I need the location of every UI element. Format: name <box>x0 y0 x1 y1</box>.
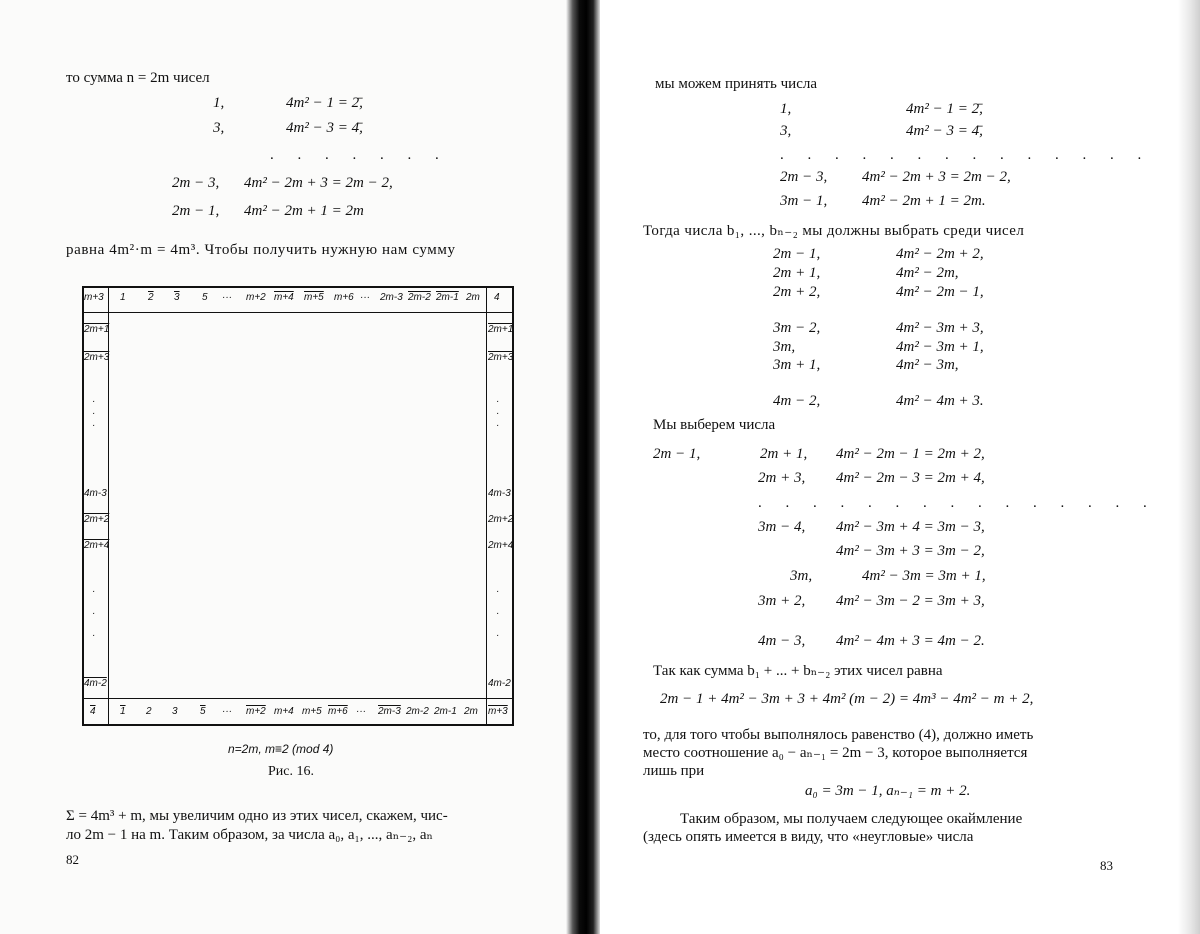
formula-cell: 2m + 2, <box>773 284 821 300</box>
left-col-label: 2m+3 <box>84 352 110 363</box>
cell-label: 2m-3 <box>378 706 401 717</box>
figure-caption: Рис. 16. <box>268 764 314 779</box>
formula-cell: 3m + 2, <box>758 593 806 609</box>
top-divider <box>82 312 514 313</box>
formula-cell: 2m − 1, <box>172 203 220 219</box>
cell-label: ··· <box>222 706 232 717</box>
corner-label: m+3 <box>84 292 104 303</box>
formula-cell: 4m − 2, <box>773 393 821 409</box>
formula-cell: 1, <box>780 101 792 117</box>
square-border <box>82 286 514 726</box>
right-col-label: · <box>496 408 500 419</box>
formula-cell: 3m + 1, <box>773 357 821 373</box>
formula-cell: 4m² − 2m + 1 = 2m <box>244 203 364 219</box>
cell-label: 2m-1 <box>436 292 459 303</box>
corner-label: m+3 <box>488 706 508 717</box>
cell-label: m+5 <box>302 706 322 717</box>
formula-cell: 4m² − 2m + 1 = 2m. <box>862 193 986 209</box>
text-line: Мы выберем числа <box>653 417 776 433</box>
formula-cell: 3m, <box>773 339 796 355</box>
right-col-label: 2m+4 <box>488 540 514 551</box>
formula-cell: 4m² − 4m + 3. <box>896 393 984 409</box>
cell-label: 3 <box>172 706 178 717</box>
right-col-label: · <box>496 396 500 407</box>
right-col-label: 2m+2 <box>488 514 514 525</box>
formula-cell: 2m − 1, <box>773 246 821 262</box>
page-edge-shadow <box>1178 0 1200 934</box>
cell-label: 3 <box>174 292 180 303</box>
left-col-label: · <box>92 420 96 431</box>
formula-cell: 4m² − 1 = 2̄, <box>906 101 983 117</box>
formula-cell: 4m² − 3 = 4̄, <box>286 120 363 136</box>
cell-label: 1 <box>120 292 126 303</box>
formula-cell: 4m² − 3m + 3, <box>896 320 984 336</box>
bottom-divider <box>82 698 514 699</box>
left-col-label: 4m-3 <box>84 488 107 499</box>
text-line: равна 4m²·m = 4m³. Чтобы получить нужную нам сумму <box>66 242 456 258</box>
formula-cell: 2m − 3, <box>780 169 828 185</box>
right-col-label: 4m-2 <box>488 678 511 689</box>
right-col-label: · <box>496 586 500 597</box>
formula-cell: 4m² − 3m − 2 = 3m + 3, <box>836 593 985 609</box>
formula-cell: 4m² − 2m − 3 = 2m + 4, <box>836 470 985 486</box>
right-divider <box>486 286 487 726</box>
left-col-label: 2m+2 <box>84 514 110 525</box>
left-col-label: 4m-2 <box>84 678 107 689</box>
page-left <box>0 0 580 934</box>
right-col-label: 2m+3 <box>488 352 514 363</box>
cell-label: 2m-2 <box>408 292 431 303</box>
text-line: мы можем принять числа <box>655 76 818 92</box>
cell-label: 2 <box>148 292 154 303</box>
formula-cell: 1, <box>213 95 225 111</box>
right-col-label: 4m-3 <box>488 488 511 499</box>
ellipsis-row: . . . . . . . <box>270 147 449 163</box>
formula-cell: 2m − 1, <box>653 446 701 462</box>
cell-label: 2m <box>464 706 478 717</box>
formula-cell: 4m² − 2m, <box>896 265 959 281</box>
figure-square <box>82 286 514 726</box>
formula-cell: 2m + 1, <box>760 446 808 462</box>
cell-label: m+4 <box>274 292 294 303</box>
left-col-label: · <box>92 630 96 641</box>
cell-label: 5 <box>200 706 206 717</box>
formula-cell: 4m − 3, <box>758 633 806 649</box>
formula-cell: 4m² − 3m, <box>896 357 959 373</box>
formula-cell: 3m, <box>790 568 813 584</box>
corner-label: 4 <box>494 292 500 303</box>
cell-label: m+5 <box>304 292 324 303</box>
cell-label: ··· <box>356 706 366 717</box>
left-col-label: 2m+1 <box>84 324 110 335</box>
cell-label: m+2 <box>246 292 266 303</box>
top-row-labels <box>82 286 514 312</box>
display-formula: 2m − 1 + 4m² − 3m + 3 + 4m² (m − 2) = 4m³ − 4m² − m + 2, <box>660 691 1034 707</box>
ellipsis-row: . . . . . . . . . . . . . . <box>780 147 1152 163</box>
cell-label: 2m-2 <box>406 706 429 717</box>
corner-label: 4 <box>90 706 96 717</box>
formula-cell: 4m² − 3 = 4̄, <box>906 123 983 139</box>
formula-cell: 4m² − 2m − 1, <box>896 284 984 300</box>
book-gutter <box>566 0 600 934</box>
cell-label: 2 <box>146 706 152 717</box>
formula-cell: 3m − 4, <box>758 519 806 535</box>
text-line: место соотношение a₀ − aₙ₋₁ = 2m − 3, которое выполняется <box>643 745 1028 761</box>
formula-cell: 3, <box>780 123 792 139</box>
formula-cell: 4m² − 3m + 1, <box>896 339 984 355</box>
text-line: (здесь опять имеется в виду, что «неугловые» числа <box>643 829 974 845</box>
cell-label: m+6 <box>328 706 348 717</box>
cell-label: m+6 <box>334 292 354 303</box>
right-col-label: · <box>496 630 500 641</box>
formula-cell: 3m − 2, <box>773 320 821 336</box>
text-line: ло 2m − 1 на m. Таким образом, за числа a₀, a₁, ..., aₙ₋₂, aₙ <box>66 827 433 843</box>
page-right <box>600 0 1200 934</box>
right-col-label: · <box>496 420 500 431</box>
cell-label: 2m-3 <box>380 292 403 303</box>
ellipsis-row: . . . . . . . . . . . . . . . <box>758 495 1157 511</box>
cell-label: m+2 <box>246 706 266 717</box>
left-col-label: · <box>92 408 96 419</box>
cell-label: 2m-1 <box>434 706 457 717</box>
formula-cell: 4m² − 2m + 3 = 2m − 2, <box>244 175 393 191</box>
formula-cell: 4m² − 3m + 3 = 3m − 2, <box>836 543 985 559</box>
cell-label: ··· <box>360 292 370 303</box>
formula-cell: 4m² − 4m + 3 = 4m − 2. <box>836 633 985 649</box>
text-line: лишь при <box>643 763 705 779</box>
text-line: то сумма n = 2m чисел <box>66 70 210 86</box>
right-col-label: 2m+1 <box>488 324 514 335</box>
right-col-label: · <box>496 608 500 619</box>
formula-cell: 4m² − 2m + 3 = 2m − 2, <box>862 169 1011 185</box>
formula-cell: 4m² − 2m − 1 = 2m + 2, <box>836 446 985 462</box>
cell-label: 1 <box>120 706 126 717</box>
formula-cell: 4m² − 2m + 2, <box>896 246 984 262</box>
display-formula: a₀ = 3m − 1, aₙ₋₁ = m + 2. <box>805 783 971 799</box>
text-line: Σ = 4m³ + m, мы увеличим одно из этих чисел, скажем, чис- <box>66 808 448 824</box>
text-line: то, для того чтобы выполнялось равенство (4), должно иметь <box>643 727 1034 743</box>
formula-cell: 3, <box>213 120 225 136</box>
text-line: Так как сумма b₁ + ... + bₙ₋₂ этих чисел равна <box>653 663 943 679</box>
formula-cell: 2m − 3, <box>172 175 220 191</box>
formula-cell: 4m² − 3m = 3m + 1, <box>862 568 986 584</box>
formula-cell: 4m² − 1 = 2̄, <box>286 95 363 111</box>
text-line: Таким образом, мы получаем следующее окаймление <box>680 811 1023 827</box>
cell-label: 5 <box>202 292 208 303</box>
left-col-label: · <box>92 586 96 597</box>
left-col-label: · <box>92 608 96 619</box>
cell-label: ··· <box>222 292 232 303</box>
page-number: 83 <box>1100 858 1113 873</box>
left-col-label: 2m+4 <box>84 540 110 551</box>
figure-caption-formula: n=2m, m≡2 (mod 4) <box>228 742 334 756</box>
bottom-row-labels <box>82 700 514 726</box>
page-number: 82 <box>66 852 79 867</box>
formula-cell: 4m² − 3m + 4 = 3m − 3, <box>836 519 985 535</box>
text-line: Тогда числа b₁, ..., bₙ₋₂ мы должны выбрать среди чисел <box>643 223 1025 239</box>
formula-cell: 3m − 1, <box>780 193 828 209</box>
cell-label: m+4 <box>274 706 294 717</box>
formula-cell: 2m + 1, <box>773 265 821 281</box>
cell-label: 2m <box>466 292 480 303</box>
formula-cell: 2m + 3, <box>758 470 806 486</box>
left-col-label: · <box>92 396 96 407</box>
